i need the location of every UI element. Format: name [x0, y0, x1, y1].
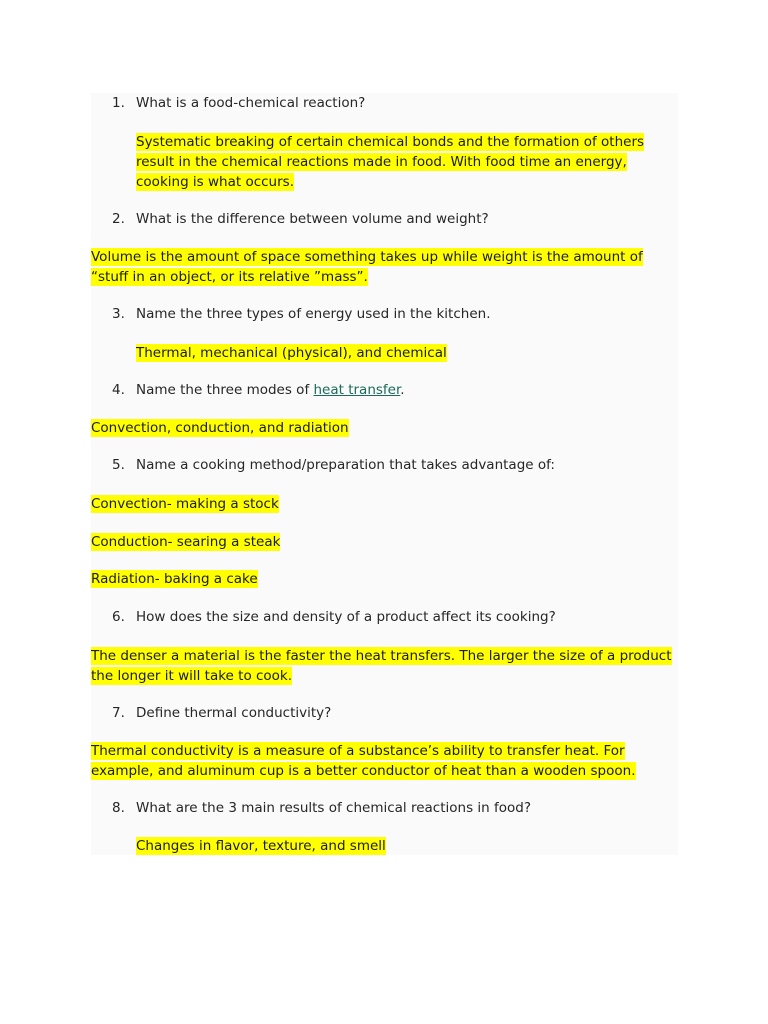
answer-2 — [91, 247, 681, 287]
question-3 — [112, 304, 490, 324]
question-text: How does the size and density of a product affect its cooking? — [136, 609, 556, 625]
question-number: 8. — [112, 800, 125, 816]
question-text: Define thermal conductivity? — [136, 705, 332, 721]
answer-3 — [136, 343, 676, 363]
highlighted-answer: Thermal, mechanical (physical), and chemical — [136, 345, 447, 361]
highlighted-answer: The denser a material is the faster the heat transfers. The larger the size of a product the longer it will take to cook. — [91, 648, 672, 684]
highlighted-answer: Volume is the amount of space something takes up while weight is the amount of “stuff in an object, or its relative ”mass”. — [91, 249, 643, 285]
highlighted-answer: Changes in flavor, texture, and smell — [136, 838, 386, 854]
question-number: 7. — [112, 705, 125, 721]
question-text-end: . — [400, 382, 405, 398]
highlighted-answer: Systematic breaking of certain chemical bonds and the formation of others result in the chemical reactions made in food. With food time an energy, cooking is what occurs. — [136, 134, 645, 190]
answer-5-radiation — [91, 569, 681, 589]
question-4 — [112, 380, 405, 400]
question-number: 3. — [112, 306, 125, 322]
question-number: 5. — [112, 457, 125, 473]
question-text: What are the 3 main results of chemical reactions in food? — [136, 800, 532, 816]
answer-6 — [91, 646, 681, 686]
answer-5-convection — [91, 494, 681, 514]
highlighted-answer: Convection, conduction, and radiation — [91, 420, 349, 436]
question-number: 1. — [112, 95, 125, 111]
highlighted-answer: Radiation- baking a cake — [91, 571, 258, 587]
answer-8 — [136, 836, 676, 856]
question-text: What is a food-chemical reaction? — [136, 95, 366, 111]
question-7 — [112, 703, 331, 723]
highlighted-answer: Thermal conductivity is a measure of a substance’s ability to transfer heat. For example, and aluminum cup is a better conductor of heat than a wooden spoon. — [91, 743, 636, 779]
question-text: Name a cooking method/preparation that takes advantage of: — [136, 457, 555, 473]
answer-1 — [136, 132, 676, 192]
answer-4 — [91, 418, 681, 438]
question-2 — [112, 209, 489, 229]
heat-transfer-link[interactable]: heat transfer — [313, 382, 401, 398]
question-text: What is the difference between volume and weight? — [136, 211, 489, 227]
answer-5-conduction — [91, 532, 681, 552]
question-number: 2. — [112, 211, 125, 227]
question-text: Name the three types of energy used in the kitchen. — [136, 306, 491, 322]
question-text: Name the three modes of — [136, 382, 314, 398]
question-number: 6. — [112, 609, 125, 625]
answer-7 — [91, 741, 681, 781]
question-number: 4. — [112, 382, 125, 398]
question-6 — [112, 607, 556, 627]
question-5 — [112, 455, 555, 475]
question-1 — [112, 93, 365, 113]
highlighted-answer: Convection- making a stock — [91, 496, 279, 512]
highlighted-answer: Conduction- searing a steak — [91, 534, 281, 550]
question-8 — [112, 798, 531, 818]
